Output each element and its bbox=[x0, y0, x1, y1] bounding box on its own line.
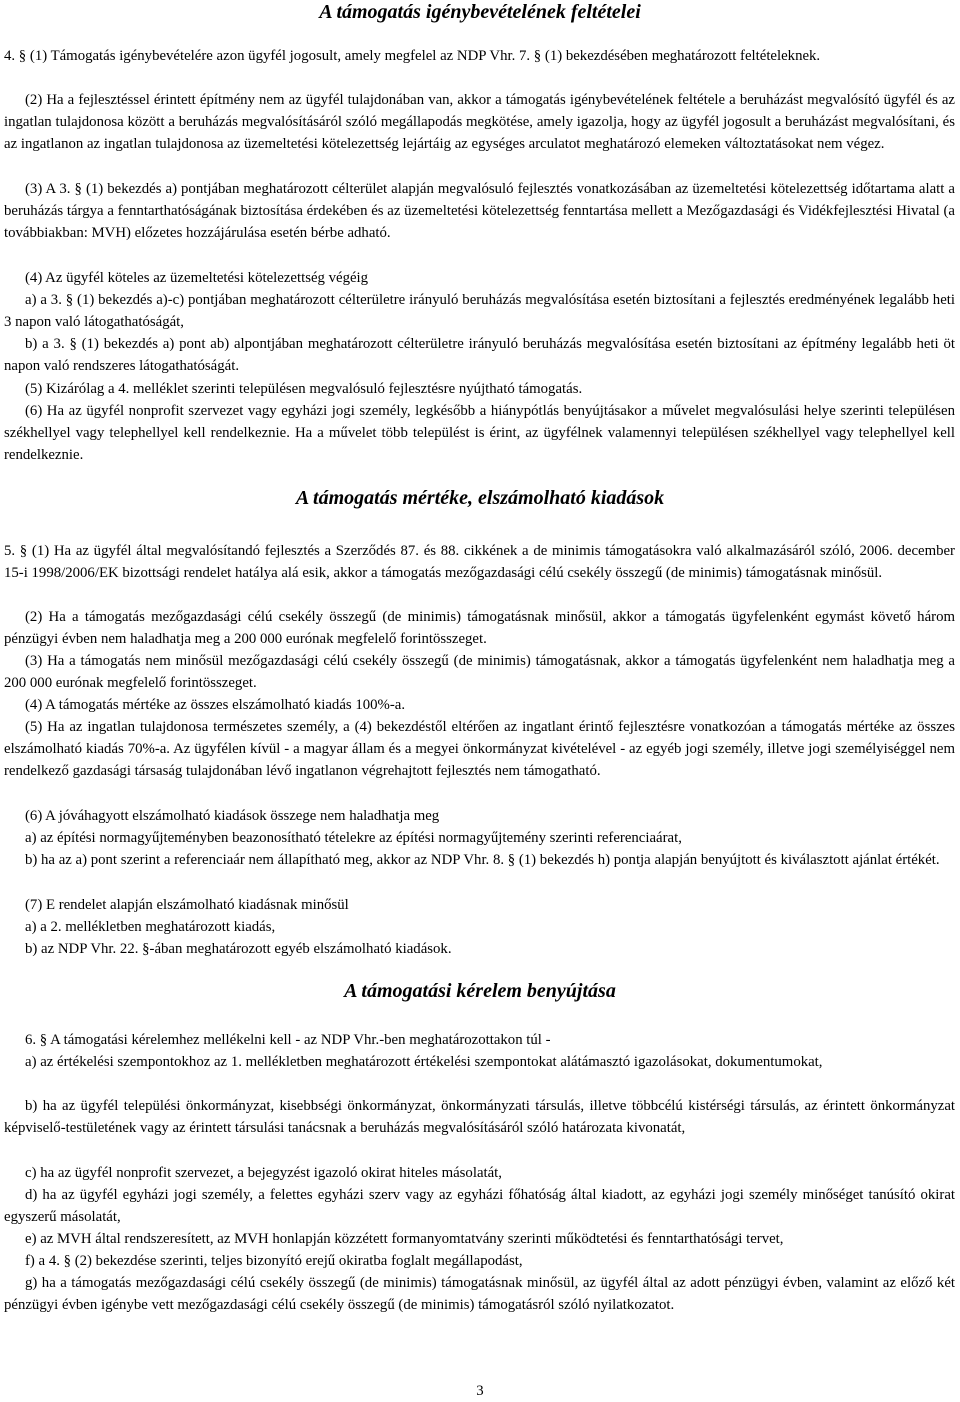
paragraph-4-4-b: b) a 3. § (1) bekezdés a) pont ab) alpontjában meghatározott célterületre irányuló beruházás megvalósítása esetén biztosítani az építmény legalább heti öt napon való rendszeres látogathatóságát. bbox=[4, 336, 955, 375]
paragraph-5-7-a: a) a 2. mellékletben meghatározott kiadás, bbox=[25, 919, 276, 935]
paragraph-5-5: (5) Ha az ingatlan tulajdonosa természetes személy, a (4) bekezdéstől eltérően az ingatlant érintő fejlesztésre vonatkozóan a támogatás mértéke az összes elszámolható kiadás 70%-a. Az ügyfélen kívül - a magyar állam és a megyei önkormányzat kivételével - az egyéb jogi személy, illetve jogi személyiséggel nem rendelkező gazdasági társaság tulajdonában lévő ingatlanon végrehajtott fejlesztés nem támogatható. bbox=[4, 719, 955, 780]
paragraph-6-e: e) az MVH által rendszeresített, az MVH honlapján közzétett formanyomtatvány szerinti működtetési és fenntarthatósági tervet, bbox=[25, 1231, 784, 1247]
paragraph-5-7-b: b) az NDP Vhr. 22. §-ában meghatározott egyéb elszámolható kiadások. bbox=[25, 941, 452, 957]
paragraph-6-d: d) ha az ügyfél egyházi jogi személy, a felettes egyházi szerv vagy az egyházi főhatóság által kiadott, az egyházi jogi személy minőséget tanúsító okirat egyszerű másolatát, bbox=[4, 1187, 955, 1226]
paragraph-6-b: b) ha az ügyfél települési önkormányzat, kisebbségi önkormányzat, önkormányzati társulás, illetve többcélú kistérségi társulás, az érintett önkormányzat képviselő-testületének vagy az érintett társulási tanácsnak a beruházás megvalósításáról szóló határozata kivonatát, bbox=[4, 1098, 955, 1137]
heading-conditions: A támogatás igénybevételének feltételei bbox=[319, 1, 641, 23]
page-number: 3 bbox=[476, 1383, 484, 1399]
paragraph-5-4: (4) A támogatás mértéke az összes elszámolható kiadás 100%-a. bbox=[25, 697, 406, 713]
paragraph-5-3: (3) Ha a támogatás nem minősül mezőgazdasági célú csekély összegű (de minimis) támogatásnak, akkor a támogatás ügyfelenként nem haladhatja meg a 200 000 eurónak megfelelő forintösszeget. bbox=[4, 653, 955, 692]
paragraph-5-2: (2) Ha a támogatás mezőgazdasági célú csekély összegű (de minimis) támogatásnak minősül, akkor a támogatás ügyfelenként egymást követő három pénzügyi évben nem haladhatja meg a 200 000 eurónak megfelelő forintösszeget. bbox=[4, 609, 955, 648]
paragraph-6-a: a) az értékelési szempontokhoz az 1. mellékletben meghatározott értékelési szempontokat alátámasztó igazolásokat, dokumentumokat, bbox=[25, 1054, 823, 1070]
paragraph-5-6-a: a) az építési normagyűjteményben beazonosítható tételekre az építési normagyűjtemény szerinti referenciaárat, bbox=[25, 830, 682, 846]
paragraph-6: 6. § A támogatási kérelemhez mellékelni kell - az NDP Vhr.-ben meghatározottakon túl - bbox=[25, 1032, 551, 1048]
paragraph-6-g: g) ha a támogatás mezőgazdasági célú csekély összegű (de minimis) támogatásnak minősül, az ügyfél által az adott pénzügyi évben, valamint az előző két pénzügyi évben igénybe vett mezőgazdasági célú csekély összegű (de minimis) támogatásról szóló nyilatkozatot. bbox=[4, 1275, 955, 1314]
paragraph-4-5: (5) Kizárólag a 4. melléklet szerinti településen megvalósuló fejlesztésre nyújtható támogatás. bbox=[25, 381, 583, 397]
paragraph-4-6: (6) Ha az ügyfél nonprofit szervezet vagy egyházi jogi személy, legkésőbb a hiánypótlás benyújtásakor a művelet megvalósulási helye szerinti településen székhellyel vagy telephellyel kell rendelkeznie. Ha a művelet több települést is érint, az ügyfélnek valamennyi településen székhellyel vagy telephellyel kell rendelkeznie. bbox=[4, 403, 955, 464]
paragraph-4-4: (4) Az ügyfél köteles az üzemeltetési kötelezettség végéig bbox=[25, 270, 369, 286]
paragraph-4-3: (3) A 3. § (1) bekezdés a) pontjában meghatározott célterület alapján megvalósuló fejlesztés vonatkozásában az üzemeltetési kötelezettség időtartama alatt a beruházás tárgya a fenntarthatóságának biztosítása érdekében és az üzemeltetési kötelezettség fenntartása mellett a Mezőgazdasági és Vidékfejlesztési Hivatal (a továbbiakban: MVH) előzetes hozzájárulása esetén bérbe adható. bbox=[4, 181, 955, 242]
heading-application-submission: A támogatási kérelem benyújtása bbox=[344, 980, 616, 1002]
paragraph-6-c: c) ha az ügyfél nonprofit szervezet, a bejegyzést igazoló okirat hiteles másolatát, bbox=[25, 1165, 502, 1181]
paragraph-5-7: (7) E rendelet alapján elszámolható kiadásnak minősül bbox=[25, 897, 349, 913]
paragraph-4-2: (2) Ha a fejlesztéssel érintett építmény nem az ügyfél tulajdonában van, akkor a támogatás igénybevételének feltétele a beruházást megvalósító ügyfél és az ingatlan tulajdonosa között a beruházás megvalósításáról szóló megállapodás megkötése, amely igazolja, hogy az ügyfél jogosult a beruházást megvalósítani, és az ingatlanon az ingatlan tulajdonosa az üzemeltetési kötelezettség lejártáig az egységes arculatot meghatározó elemeken változtatásokat nem végez. bbox=[4, 92, 955, 153]
paragraph-4-1: 4. § (1) Támogatás igénybevételére azon ügyfél jogosult, amely megfelel az NDP Vhr. 7. § (1) bekezdésében meghatározott feltételeknek. bbox=[4, 48, 821, 64]
heading-support-rate: A támogatás mértéke, elszámolható kiadások bbox=[295, 487, 665, 509]
paragraph-5-1: 5. § (1) Ha az ügyfél által megvalósítandó fejlesztés a Szerződés 87. és 88. cikkének a de minimis támogatásokra való alkalmazásáról szóló, 2006. december 15-i 1998/2006/EK bizottsági rendelet hatálya alá esik, akkor a támogatás mezőgazdasági célú csekély összegű (de minimis) támogatásnak minősül. bbox=[4, 543, 955, 582]
paragraph-4-4-a: a) a 3. § (1) bekezdés a)-c) pontjában meghatározott célterületre irányuló beruházás megvalósítása esetén biztosítani a fejlesztés eredményének legalább heti 3 napon való látogathatóságát, bbox=[4, 292, 955, 331]
paragraph-5-6-b: b) ha az a) pont szerint a referenciaár nem állapítható meg, akkor az NDP Vhr. 8. § (1) bekezdés h) pontja alapján benyújtott és kiválasztott ajánlat értékét. bbox=[25, 852, 940, 868]
paragraph-5-6: (6) A jóváhagyott elszámolható kiadások összege nem haladhatja meg bbox=[25, 808, 440, 824]
paragraph-6-f: f) a 4. § (2) bekezdése szerinti, teljes bizonyító erejű okiratba foglalt megállapodást, bbox=[25, 1253, 523, 1269]
